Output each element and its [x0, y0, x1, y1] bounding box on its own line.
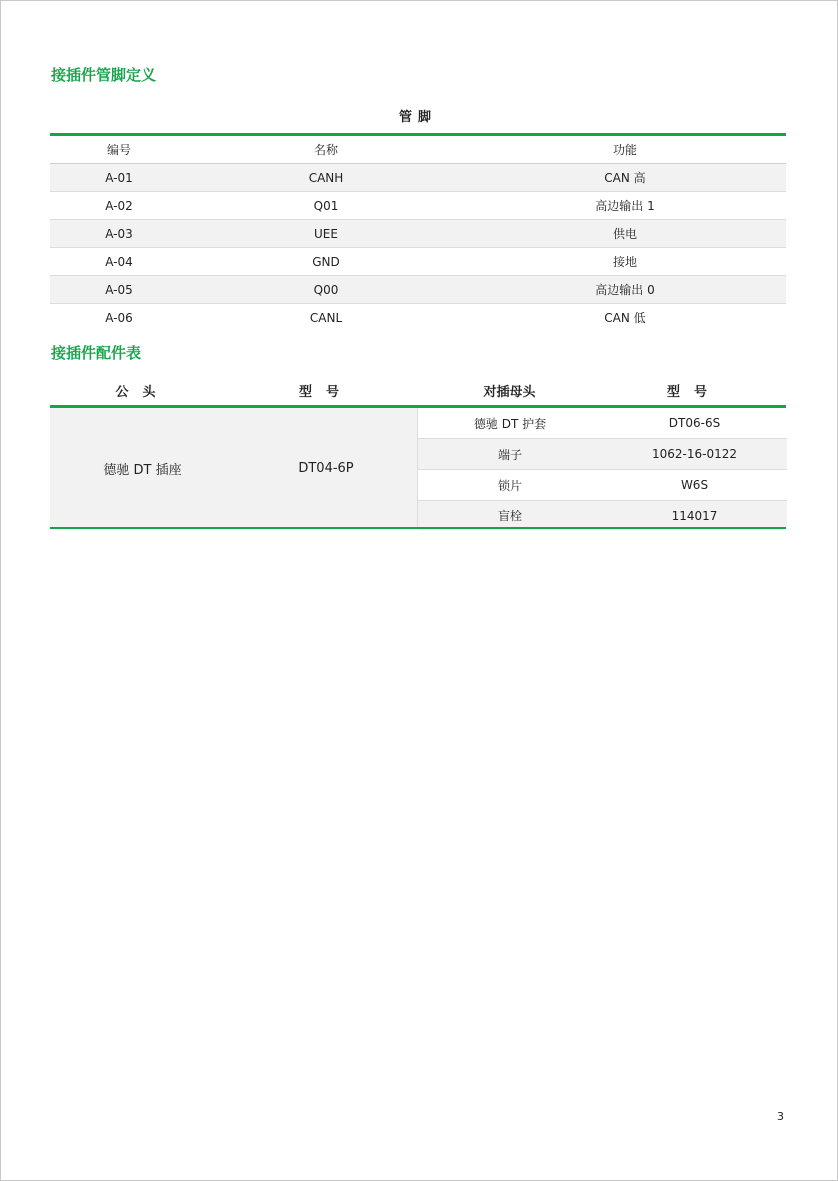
part-model: DT06-6S: [668, 416, 721, 430]
pin-function: 高边输出 1: [595, 199, 655, 213]
male-connector-cell: [50, 408, 417, 528]
header-function: 功能: [612, 143, 637, 157]
pin-function: 接地: [612, 255, 637, 269]
pin-table: [50, 133, 786, 331]
pin-function: CAN 高: [604, 171, 646, 185]
part-model: 114017: [671, 508, 718, 523]
pin-table-caption: 管脚: [398, 110, 437, 125]
table-row: [418, 501, 787, 530]
section-title-accessories: 接插件配件表: [51, 344, 142, 362]
pin-number: A-01: [105, 170, 133, 185]
section-title-pin-definition: 接插件管脚定义: [51, 66, 157, 84]
header-name: 名称: [313, 143, 338, 157]
part-name: 锁片: [497, 478, 522, 493]
pin-name: GND: [312, 254, 340, 269]
part-model: W6S: [680, 478, 709, 492]
pin-function: CAN 低: [604, 311, 646, 325]
pin-number: A-06: [105, 310, 133, 325]
pin-number: A-05: [105, 282, 133, 297]
header-female-model: 型号: [666, 385, 721, 400]
header-female: 对插母头: [483, 385, 536, 400]
male-connector-name: 德驰 DT 插座: [103, 462, 182, 478]
table-row: [50, 164, 786, 192]
pin-table-header: [50, 136, 786, 164]
part-model: 1062-16-0122: [651, 447, 737, 461]
pin-number: A-04: [105, 254, 133, 269]
female-parts-list: [417, 408, 787, 528]
header-number: 编号: [106, 143, 131, 157]
table-row: [50, 220, 786, 248]
table-row: [418, 408, 787, 439]
pin-name: UEE: [314, 226, 338, 241]
table-row: [50, 304, 786, 331]
pin-function: 高边输出 0: [595, 283, 655, 297]
accessory-table-body: [50, 408, 786, 528]
pin-name: CANH: [308, 170, 344, 185]
pin-name: Q01: [313, 198, 339, 213]
table-row: [418, 470, 787, 501]
header-male-model: 型号: [298, 385, 353, 400]
table-row: [418, 439, 787, 470]
page-number: 3: [777, 1110, 784, 1123]
header-male: 公头: [115, 385, 170, 400]
table-row: [50, 248, 786, 276]
table-row: [50, 276, 786, 304]
male-connector-model: DT04-6P: [298, 460, 354, 476]
pin-name: CANL: [309, 310, 343, 325]
pin-function: 供电: [612, 227, 637, 241]
part-name: 端子: [497, 447, 522, 462]
pin-number: A-03: [105, 226, 133, 241]
pin-number: A-02: [105, 198, 133, 213]
part-name: 德驰 DT 护套: [473, 416, 547, 431]
accessory-table-header: [50, 376, 786, 405]
table-row: [50, 192, 786, 220]
part-name: 盲栓: [497, 509, 522, 523]
accessory-table-bottom-rule: [50, 527, 786, 529]
pin-name: Q00: [313, 282, 339, 297]
